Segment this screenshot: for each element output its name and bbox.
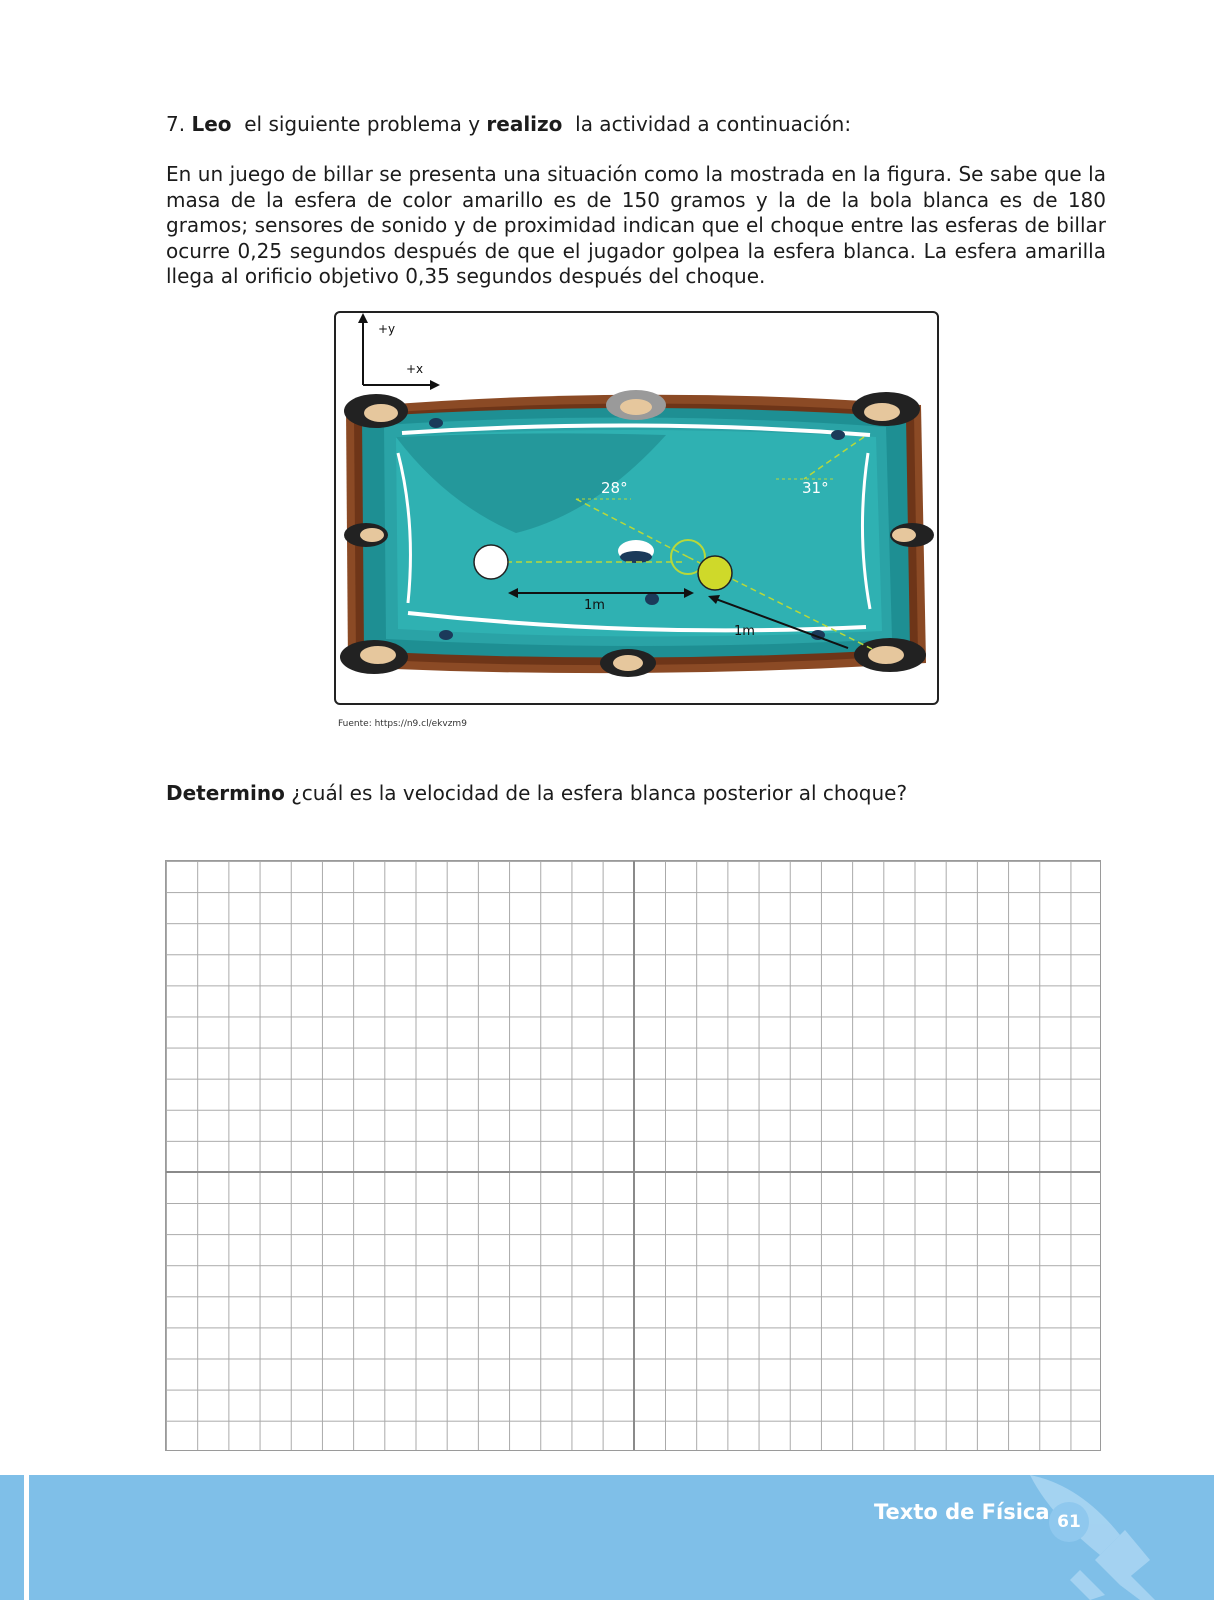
page-number: 61: [1049, 1502, 1089, 1542]
footer-side-strip: [24, 1475, 29, 1600]
rocket-icon: [1020, 1475, 1170, 1600]
activity-instruction: [166, 111, 1106, 137]
white-ball: [474, 545, 508, 579]
activity-text-2: la actividad a continuación:: [575, 112, 852, 136]
activity-text-1: el siguiente problema y: [244, 112, 481, 136]
question: [166, 780, 1106, 806]
answer-grid[interactable]: [165, 860, 1101, 1451]
billiards-figure: [334, 311, 939, 705]
axes-indicator: [358, 313, 440, 390]
figure-source: Fuente: https://n9.cl/ekvzm9: [338, 719, 467, 729]
question-verb: Determino: [166, 781, 285, 805]
grid-center-horizontal-line: [166, 1171, 1100, 1173]
axis-y-label: +y: [378, 322, 396, 336]
activity-number: 7.: [166, 112, 186, 136]
question-text: ¿cuál es la velocidad de la esfera blanca posterior al choque?: [291, 781, 908, 805]
page-footer: [0, 1475, 1214, 1600]
grid-center-vertical-line: [633, 861, 635, 1450]
yellow-ball: [698, 556, 732, 590]
axis-x-label: +x: [406, 362, 424, 376]
distance-label-diagonal: 1m: [734, 624, 755, 639]
activity-verb-do: realizo: [486, 112, 563, 136]
angle-label-left: 28°: [601, 479, 628, 497]
billiards-table-illustration: [336, 313, 939, 705]
problem-statement: En un juego de billar se presenta una situación como la mostrada en la figura. Se sabe que la masa de la esfera de color amarillo es de 150 gramos y la de la bola blanca es de 180 gramos; sensores de sonido y de proximidad indican que el choque entre las esferas de billar ocurre 0,25 segundos después de que el jugador golpea la esfera blanca. La esfera amarilla llega al orificio objetivo 0,35 segundos después del choque.: [166, 162, 1106, 288]
activity-verb-read: Leo: [191, 112, 232, 136]
angle-label-right: 31°: [802, 479, 829, 497]
footer-book-title: Texto de Física: [874, 1500, 1050, 1524]
distance-label-horizontal: 1m: [584, 598, 605, 613]
